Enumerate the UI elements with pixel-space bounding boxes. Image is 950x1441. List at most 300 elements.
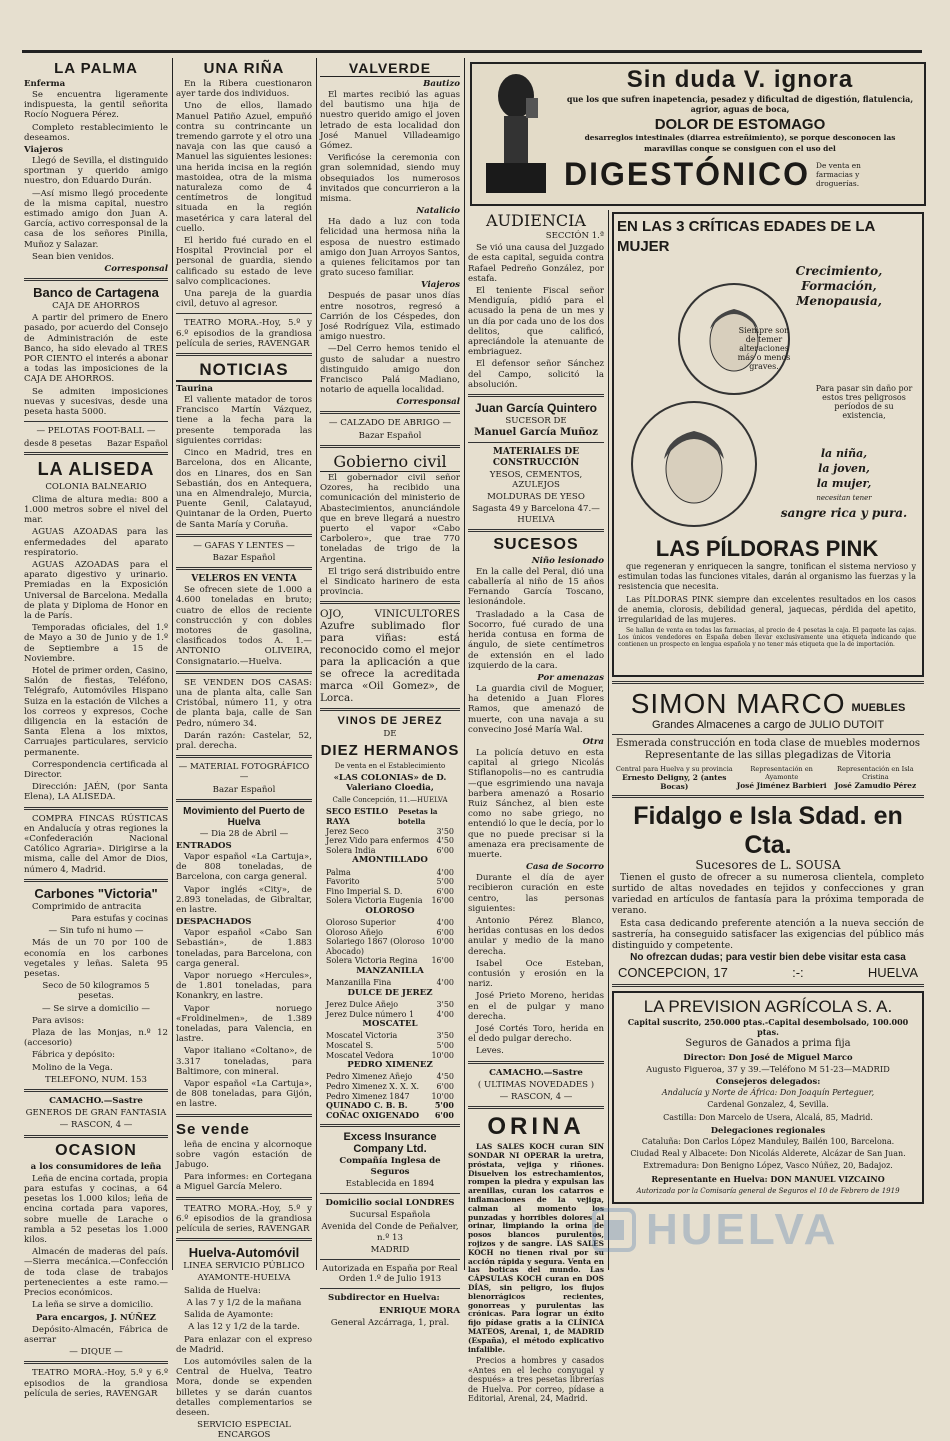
divider (468, 442, 604, 443)
wine-category: MANZANILLA (356, 966, 424, 977)
contact (612, 765, 737, 791)
text: CAJA DE AHORROS (52, 301, 140, 312)
section-title-lapalma: LA PALMA (54, 60, 138, 77)
text: Ciudad Real y Albacete: Don Nicolás Alderete, Alcázar de San Juan. (630, 1149, 906, 1159)
wine-list-ad (320, 715, 460, 1120)
section-title-gobierno: Gobierno civil (320, 452, 460, 472)
wine-name: Moscatel Vedora (326, 1050, 394, 1060)
brand-simon-marco: SIMON MARCO (630, 688, 846, 719)
text: Ha dado a luz con toda felicidad una hermosa niña la esposa de nuestro estimado amigo don Juan Arroyos Santos, a quienes felicitamos por tan grato suceso familiar. (320, 217, 460, 279)
wine-price: 5'00 (436, 1041, 454, 1051)
wine-price: 6'00 (436, 1082, 454, 1092)
text: a los consumidores de leña (30, 1161, 162, 1172)
wine-group (320, 1031, 460, 1060)
text: Cinco en Madrid, tres en Barcelona, dos en Alicante, dos en Linares, dos en San Sebastián, dos en Antequera, una en Almendralejo, Murcia, Puente Genil, Calatayud, Quintanar de la Orden, Puerto de Santa María y Coruña. (176, 448, 312, 530)
text: Depósito-Almacén, Fábrica de aserrar (24, 1324, 168, 1345)
wine-name: Moscatel S. (326, 1041, 374, 1051)
wine-row (320, 956, 460, 966)
ad-title-automovil: Huelva-Automóvil (188, 1245, 300, 1261)
text: COÑAC OXIGENADO (326, 1109, 420, 1120)
ad-title-juan: Juan García Quintero (474, 401, 598, 416)
wine-name: Solariego 1867 (Oloroso Abocado) (326, 937, 425, 956)
text: Se hallan de venta en todas las farmacias, al precio de 4 pesetas la caja. El paquete las cajas. Los únicos vendedores en España deben llevar exclusivamente una etiqueta indicando que contienen un prospecto en lengua española y no tener más etiqueta que la de importación. (618, 627, 916, 649)
text: A las 12 y 1/2 de la tarde. (188, 1322, 300, 1333)
wine-name: Pedro Ximenez Añejo (326, 1072, 413, 1082)
wine-price: 6'00 (436, 927, 454, 937)
text: Bazar Español (106, 438, 168, 449)
wine-header (320, 807, 460, 826)
text: la niña, (820, 447, 868, 460)
text: Correspondencia certificada al Director. (24, 759, 168, 780)
text: MUEBLES (851, 702, 906, 714)
text: Antonio Pérez Blanco, heridas contusas en los dedos anular y medio de la mano derecha. (468, 915, 604, 957)
text: Vapor italiano «Coltano», de 3.317 toneladas, para Baltimore, con mineral. (176, 1046, 312, 1077)
text: :-: (792, 965, 804, 981)
column-rule (608, 210, 609, 1270)
text: necesitan tener (816, 494, 872, 502)
wine-name: Jerez Dulce número 1 (326, 1009, 415, 1019)
divider (176, 671, 312, 674)
text: la mujer, (816, 477, 872, 490)
wine-category: OLOROSO (365, 905, 415, 916)
divider (24, 879, 168, 882)
text: — PELOTAS FOOT-BALL — (36, 426, 156, 437)
text: Central para Huelva y su provincia (615, 764, 733, 773)
text: LINEA SERVICIO PÚBLICO (183, 1261, 305, 1272)
wine-name: Pedro Ximenez 1847 (326, 1091, 410, 1101)
wine-price: 4'00 (436, 867, 454, 877)
wine-row (320, 1051, 460, 1061)
text: Para enlazar con el expreso de Madrid. (176, 1334, 312, 1355)
headline: Sin duda V. ignora (626, 66, 854, 93)
fidalgo-address (612, 965, 924, 980)
wine-price: 5'00 (436, 877, 454, 887)
pink-text (618, 536, 916, 650)
wine-group (320, 918, 460, 966)
wine-row (320, 887, 460, 897)
text: Calle Concepción, 11.—HUELVA (332, 796, 448, 805)
text: CAMACHO.—Sastre (49, 1096, 143, 1107)
wine-group (320, 827, 460, 856)
digestonico-text (564, 66, 916, 193)
ad-title-excess: Excess Insurance Company Ltd. (343, 1131, 437, 1156)
wine-row (320, 896, 460, 906)
text: El teniente Fiscal señor Mendiguía, pidió para el acusado la pena de un mes y un día por cada uno de los dos delitos, que calificó, apreciándole la atenuante de embriaguez. (468, 286, 604, 358)
wine-group (320, 1000, 460, 1019)
text: TELEFONO, NUM. 153 (45, 1074, 147, 1085)
library-watermark (590, 1200, 840, 1260)
divider (24, 421, 168, 422)
divider (176, 313, 312, 314)
text: Vapor inglés «City», de 2.893 toneladas, de Gibraltar, en lastre. (176, 884, 312, 915)
text: Se ofrecen siete de 1.000 a 4.600 toneladas en bruto; cuatro de ellos de reciente construcción y con dobles motores de gasolina, clasificados todos A. 1.—ANTONIO OLIVEIRA, Consignatario.—Huelva. (176, 585, 312, 667)
text: — GAFAS Y LENTES — (193, 540, 295, 551)
text: — Se sirve a domicilio — (42, 1003, 150, 1014)
text: Salida de Ayamonte: (184, 1310, 274, 1321)
divider (320, 445, 460, 448)
wine-price: 4'00 (436, 1009, 454, 1019)
figure-illustration (476, 68, 556, 198)
contact (827, 765, 924, 791)
text: HUELVA (867, 965, 918, 981)
text: Leves. (476, 1046, 504, 1057)
text: SECO ESTILO RAYA (326, 806, 389, 826)
text: Las PÍLDORAS PINK siempre dan excelentes resultados en los casos de anemia, clorosis, debilidad general, jaquecas, pérdida del apetito, irregularidad de las mujeres. (618, 594, 916, 625)
text: Manuel García Muñoz (474, 427, 598, 439)
wine-row (320, 877, 460, 887)
column-1 (24, 58, 168, 1399)
wine-row (320, 918, 460, 928)
text: Seguros de Ganados a prima fija (685, 1038, 851, 1050)
column-4 (468, 210, 604, 1403)
top-rule (22, 50, 922, 53)
subhead: Viajeros (420, 280, 460, 291)
headline: EN LAS 3 CRÍTICAS EDADES DE LA MUJER (617, 218, 875, 255)
divider (176, 755, 312, 758)
divider (176, 1197, 312, 1200)
text: La guardia civil de Moguer, ha detenido a Juan Flores Ramos, que amenazó de muerte, con una navaja a su convecino José María Wal. (468, 683, 604, 735)
text: AGUAS AZOADAS para el aparato digestivo y urinario. Premiadas en la Exposición Universal de Barcelona. Medalla de plata y Diploma de Honor en la de París. (24, 559, 168, 621)
wine-price: 4'50 (436, 1072, 454, 1082)
watermark-text: HUELVA (646, 1205, 839, 1254)
wine-name: Jerez Dulce Añejo (326, 1000, 399, 1010)
text: Grandes Almacenes a cargo de JULIO DUTOIT (651, 719, 885, 731)
text: De venta en farmacias y droguerías. (816, 160, 861, 188)
wine-row (320, 1111, 460, 1121)
ad-title-aliseda: LA ALISEDA (37, 459, 155, 480)
digestonico-ad (470, 62, 926, 206)
text: Vapor español «La Cartuja», de 808 toneladas, de Barcelona, con carga general. (176, 851, 312, 883)
ad-title-ocasion: OCASION (55, 1141, 137, 1159)
wine-row (320, 1041, 460, 1051)
brand-digestonico: DIGESTÓNICO (564, 155, 811, 192)
wine-price: 10'00 (431, 937, 454, 947)
wine-name: Oloroso Añejo (326, 927, 383, 937)
text: Una pareja de la guardia civil, detuvo al agresor. (176, 289, 312, 310)
divider (320, 411, 460, 414)
wine-row (320, 1000, 460, 1010)
divider (320, 1288, 460, 1289)
section-title-sucesos: SUCESOS (493, 535, 579, 553)
text: Para encargos, J. NÚÑEZ (36, 1312, 156, 1323)
subhead: DESPACHADOS (176, 917, 252, 928)
text: la joven, (818, 462, 870, 475)
text: que regeneran y enriquecen la sangre, tonifican el sistema nervioso y estimulan todas las funciones vitales, darán al organismo las fuerzas y la resistencia que necesita. (618, 562, 916, 592)
divider (468, 394, 604, 397)
wine-name: Manzanilla Fina (326, 978, 392, 988)
text: Para avisos: (32, 1015, 85, 1026)
wine-row (320, 1010, 460, 1020)
text: AGUAS AZOADAS para las enfermedades del aparato respiratorio. (24, 527, 168, 558)
subhead: Taurina (176, 384, 213, 395)
text: Después de pasar unos días entre nosotros, regresó a Carrión de los Céspedes, don José Rodríguez Vila, estimado amigo nuestro. (320, 291, 460, 343)
subhead: Natalicio (416, 206, 460, 217)
text: Cataluña: Don Carlos López Manduley, Bailén 100, Barcelona. (641, 1137, 895, 1147)
wine-price: 3'50 (436, 1000, 454, 1010)
wine-category: MOSCATEL (362, 1019, 418, 1030)
text: Leña de encina cortada, propia para estufas y cocinas, a 64 pesetas los 1.000 kilos; leña de encina cortada para vapores, sobre muelle de Larache o rambla a 52 pesetas los 1.000 kilos. (24, 1173, 168, 1246)
text: OJO, VINICULTORES Azufre sublimado flor para viñas: está reconocido como el mejor para la aplicación a que se ofrece la acreditada marca «Oil Gomez», de Lorca. (320, 608, 460, 705)
text: Precios a hombres y casados «Antes en el lecho conyugal y después» a tres pesetas librerías de Huelva. Por correo, pídase a Editorial, Arenal, 24, Madrid. (468, 1356, 604, 1403)
subhead: Otra (582, 736, 604, 747)
text: El trigo será distribuido entre el Sindicato harinero de esta provincia. (320, 566, 460, 598)
text: «LAS COLONIAS» de D. Valeriano Cloedia, (333, 772, 447, 793)
wine-row (320, 1031, 460, 1041)
divider (24, 1361, 168, 1364)
text: Consejeros delegados: (715, 1076, 821, 1087)
text: Bazar Español (212, 552, 276, 563)
simon-contacts (612, 765, 924, 791)
subhead: Bautizo (423, 79, 460, 89)
wine-group (320, 868, 460, 906)
text: Temporadas oficiales, del 1.º de Mayo a 30 de Junio y de 1.º de Septiembre a 15 de Noviembre. (24, 623, 168, 664)
wine-name: Oloroso Superior (326, 918, 396, 928)
text: sangre rica y pura. (780, 506, 908, 520)
text: MADRID (370, 1244, 410, 1255)
text: YESOS, CEMENTOS, AZULEJOS (489, 469, 583, 491)
text: TEATRO MORA.-Hoy, 5.º y 6.º episodios de la grandiosa película de series, RAVENGAR (176, 318, 312, 349)
text: Formación, (801, 279, 877, 293)
text: desde 8 pesetas (24, 438, 92, 449)
text: Vapor español «La Cartuja», de 808 toneladas, para Gijón, en lastre. (176, 1079, 312, 1110)
text: Sucesores de L. SOUSA (695, 857, 841, 872)
text: Delegaciones regionales (710, 1124, 826, 1135)
text: Subdirector en Huelva: (328, 1293, 440, 1304)
divider (612, 734, 924, 735)
text: Llegó de Sevilla, el distinguido sportman y querido amigo nuestro, don Eduardo Durán. (24, 156, 168, 187)
divider (320, 1259, 460, 1260)
text: Verificóse la ceremonia con gran solemnidad, siendo muy obsequiados los numerosos invitados que concurrieron a la misma. (320, 153, 460, 205)
divider (24, 452, 168, 455)
text: Se admiten imposiciones nuevas y sucesivas, desde una peseta hasta 5000. (24, 386, 168, 418)
divider (320, 1193, 460, 1194)
wine-name: Jerez Seco (326, 826, 369, 836)
column-5 (612, 210, 924, 1272)
text: Esta casa dedicando preferente atención a la nueva sección de sastrería, ha conseguido satisfacer las exigencias del público más distinguido y competente. (612, 917, 924, 951)
text: 6'00 (434, 1109, 454, 1120)
text-ladies (774, 446, 914, 521)
text: Se vió una causa del Juzgado de esta capital, seguida contra Rafael Pedreño González, por estafa. (468, 243, 604, 284)
wine-price: 4'50 (436, 836, 454, 846)
text: Trasladado a la Casa de Socorro, fué curado de una herida contusa en forma de ángulo, de siete centímetros de extensión en el lado izquierdo de la cara. (468, 609, 604, 671)
brand-prevision: LA PREVISION AGRÍCOLA S. A. (643, 997, 893, 1017)
wine-name: Jerez Vido para enfermos (326, 836, 429, 846)
text: Plaza de las Monjas, n.º 12 (accesorio) (24, 1028, 168, 1049)
text: Los automóviles salen de la Central de Huelva, Teatro Mora, donde se expenden billetes y se darán cuantos detalles complementarios se deseen. (176, 1356, 312, 1418)
text: — CALZADO DE ABRIGO — (328, 418, 452, 429)
text: Tienen el gusto de ofrecer a su numerosa clientela, completo surtido de altas novedades en tejidos y confecciones y gran variedad en artículos de fantasía para la próxima temporada de verano. (612, 871, 924, 916)
brand-row (564, 156, 916, 193)
text: Menopausia, (796, 294, 882, 308)
subhead: Niño lesionado (531, 555, 604, 566)
text: Cardenal Gonzalez, 4, Sevilla. (707, 1100, 829, 1110)
text: José Jiménez Barbieri (736, 780, 827, 790)
text: Capital suscrito, 250.000 ptas.-Capital desembolsado, 100.000 ptas. (627, 1017, 909, 1038)
wine-category: AMONTILLADO (352, 855, 428, 866)
divider (320, 708, 460, 711)
text: — RASCON, 4 — (59, 1120, 133, 1131)
simon-title-row (612, 688, 924, 720)
divider (176, 799, 312, 802)
text: Pesetas la botella (398, 807, 438, 826)
divider (320, 601, 460, 604)
text: Siempre son de temer alteraciones más o menos graves. (737, 326, 791, 371)
text: MATERIALES DE CONSTRUCCIÓN (492, 447, 580, 468)
divider (176, 1238, 312, 1241)
wine-group (320, 1072, 460, 1101)
text: CONCEPCION, 17 (618, 965, 728, 981)
text: José Zamudio Pérez (834, 780, 917, 790)
wine-name: Solera Victoria Eugenia (326, 896, 423, 906)
text: La policía detuvo en esta capital al griego Nicolás Stiflanopolis—no es cantrudia—que esgrimiendo una navaja barbera amenazó a Rosario Ruiz Sánchez, al bien este como no sabe griego, no entendió lo que le decía, por lo que no puede precisar si la amenaza era precisamente de muerte. (468, 747, 604, 860)
text: Vapor español «Cabo San Sebastián», de 1.883 toneladas, para Barcelona, con carga general. (176, 928, 312, 969)
column-rule (316, 58, 317, 1270)
column-3 (320, 58, 460, 1328)
wine-name: Palma (326, 867, 351, 877)
text: José Prieto Moreno, heridas en el de pulgar y mano derecha. (468, 991, 604, 1022)
text: Representación en Ayamonte (750, 764, 813, 781)
divider (24, 807, 168, 810)
text: Para informes: en Cortegana a Miguel García Melero. (176, 1172, 312, 1193)
divider (24, 1089, 168, 1092)
ad-title-orina: ORINA (487, 1113, 585, 1141)
text: SE VENDEN DOS CASAS: una de planta alta, calle San Cristóbal, número 11, y otra de planta baja, calle de San Pedro, número 34. (176, 677, 312, 729)
subhead: Enferma (24, 79, 66, 89)
pink-pills-ad (612, 212, 924, 677)
text: Representante en Huelva: DON MANUEL VIZCAINO (651, 1173, 885, 1184)
text: Isabel Oce Esteban, contusión y erosión en la nariz. (468, 958, 604, 990)
text: LAS SALES KOCH curan SIN SONDAR NI OPERAR la uretra, próstata, vejiga y riñones. Disuelven los estrechamientos, rompen la piedra y expulsan las arenillas, curan los catarros e inflamaciones de la vejiga, calman al momento los punzadas y horribles dolores al orinar, limpiando la orina de posos blancos purulentos, rojizos y de sangre. LAS SALES KOCH no tienen rival por su acción rápida y segura. Venta en las boticas del mundo. Las CÁPSULAS KOCH curan en DOS DÍAS, sin peligro, los flujos blenorrágicos recientes, gonorreas y purulentas las crónicas. Para lograr un éxito fijo pídase gratis a la CLÍNICA MATEOS, Arenal, 1, de MADRID (España), el método explicativo infalible. (468, 1142, 604, 1354)
brand-diez-hermanos: DIEZ HERMANOS (320, 741, 460, 759)
text: Clima de altura media: 800 a 1.000 metros sobre el nivel del mar. (24, 494, 168, 526)
divider (176, 1114, 312, 1117)
wine-name: Fino Imperial S. D. (326, 886, 403, 896)
wine-name: Pedro Ximenez X. X. X. (326, 1082, 420, 1092)
wine-row (320, 868, 460, 878)
contact (737, 765, 827, 791)
text: DE (383, 729, 397, 740)
wine-row (320, 827, 460, 837)
text: CAMACHO.—Sastre (489, 1067, 583, 1078)
wine-name: Solera India (326, 845, 376, 855)
wine-price: 10'00 (431, 1050, 454, 1060)
text: José Cortés Toro, herida en el dedo pulgar derecho. (468, 1024, 604, 1045)
text: SERVICIO ESPECIAL ENCARGOS (197, 1420, 291, 1441)
text: A las 7 y 1/2 de la mañana (186, 1297, 302, 1308)
text: MOLDURAS DE YESO (487, 492, 585, 503)
text: COLONIA BALNEARIO (45, 482, 147, 493)
text: En la calle del Peral, dió una caballería al niño de 15 años Fernando García Toscano, lesionándole. (468, 566, 604, 608)
watermark-logo-icon (590, 1206, 638, 1254)
text: TEATRO MORA.-Hoy, 5.º y 6.º episodios de la grandiosa película de series, RAVENGAR (176, 1203, 312, 1235)
section-title-audiencia: AUDIENCIA (486, 211, 586, 230)
divider (468, 1061, 604, 1064)
text: AYAMONTE-HUELVA (197, 1273, 291, 1284)
text: que los que sufren inapetencia, pesadez y dificultad de digestión, flatulencia, agrior, aguas de boca, (566, 94, 914, 115)
text: Esmerada construcción en toda clase de muebles modernos (615, 738, 921, 750)
text: Vapor noruego «Froldinelmen», de 1.389 toneladas, para Valencia, en lastre. (176, 1003, 312, 1045)
text-ages (764, 264, 914, 309)
ad-row (24, 438, 168, 448)
text: El defensor señor Sánchez del Campo, solicitó la absolución. (468, 359, 604, 390)
wine-name: Solera Victoria Regina (326, 956, 418, 966)
text: Vapor noruego «Hercules», de 1.801 toneladas, para Konankry, en lastre. (176, 971, 312, 1002)
text: Representación en Isla Cristina (837, 764, 914, 781)
text: Castilla: Don Marcelo de Usera, Alcalá, 85, Madrid. (663, 1112, 873, 1122)
text: — RASCON, 4 — (499, 1092, 573, 1103)
text: No ofrezcan dudas; para vestir bien debe visitar esta casa (630, 951, 906, 963)
text: Darán razón: Castelar, 52, pral. derecha. (176, 730, 312, 751)
text: Comprimido de antracita (32, 901, 142, 912)
ad-title-sevende: Se vende (176, 1120, 250, 1138)
wine-row (320, 836, 460, 846)
text: Salida de Huelva: (184, 1285, 261, 1296)
column-rule (464, 58, 465, 1270)
wine-row (320, 978, 460, 988)
ad-title-veleros: VELEROS EN VENTA (191, 574, 297, 585)
byline: Corresponsal (396, 397, 460, 408)
text: Completo restablecimiento le deseamos. (24, 122, 168, 143)
text: —Del Cerro hemos tenido el gusto de saludar a nuestro distinguido amigo don Francisco Palá Madiano, notario de aquella localidad. (320, 344, 460, 396)
wine-price: 4'00 (436, 918, 454, 928)
wine-price: 3'50 (436, 1031, 454, 1041)
text: SUCESOR DE (505, 416, 567, 427)
brand-fidalgo: Fidalgo e Isla Sdad. en Cta. (633, 801, 903, 859)
wine-row (320, 1072, 460, 1082)
text: Molino de la Vega. (32, 1062, 113, 1073)
subhead: Por amenazas (537, 672, 604, 683)
text: De venta en el Establecimiento (334, 761, 446, 770)
wine-price: 16'00 (431, 896, 454, 906)
wine-row (320, 928, 460, 938)
wine-category: PEDRO XIMENEZ (347, 1060, 433, 1071)
wine-row (320, 1082, 460, 1092)
text: GENEROS DE GRAN FANTASIA (25, 1108, 167, 1119)
text: Bazar Español (212, 784, 276, 795)
subhead: Viajeros (24, 145, 64, 156)
text: El martes recibió las aguas del bautismo una hija de nuestro querido amigo el joven letrado de esta localidad don José Manuel Villadeamigo Gómez. (320, 90, 460, 152)
brand-pink: LAS PÍLDORAS PINK (655, 536, 879, 561)
text: El herido fué curado en el Hospital Provincial por el personal de guardia, siendo calificado su estado de leve salvo complicaciones. (176, 236, 312, 287)
text: Dirección: JAÉN, (por Santa Elena), LA ALISEDA. (24, 782, 168, 803)
ad-title-vinos: VINOS DE JEREZ (337, 715, 443, 728)
wine-group (320, 978, 460, 988)
wine-row (320, 937, 460, 956)
wine-name: Moscatel Victoria (326, 1031, 398, 1041)
text: Domicilio social LONDRES (325, 1198, 455, 1209)
divider (24, 278, 168, 281)
text: Para estufas y cocinas (71, 914, 168, 924)
wine-row (320, 846, 460, 856)
text: Autorizada en España por Real Orden 1.º de Julio 1913 (322, 1264, 458, 1285)
divider (24, 1135, 168, 1138)
divider (468, 1106, 604, 1109)
text: Bazar Español (358, 430, 422, 441)
text: Se encuentra ligeramente indispuesta, la gentil señorita Rocío Noguera Pérez. (24, 90, 168, 121)
text: Director: Don José de Miguel Marco (683, 1051, 853, 1062)
woman-portrait-illustration (624, 269, 764, 529)
divider (612, 984, 924, 987)
divider (176, 534, 312, 537)
text: desarreglos intestinales (diarrea estreñimiento), se porque desconocen las maravillas conque se consiguen con el uso del (584, 133, 896, 153)
text: — Dia 28 de Abril — (199, 828, 289, 839)
text: — Sin tufo ni humo — (48, 926, 144, 937)
text: Avenida del Conde de Peñalver, n.º 13 (321, 1222, 459, 1243)
text: En la Ribera cuestionaron ayer tarde dos individuos. (176, 79, 312, 100)
text: ( ULTIMAS NOVEDADES ) (477, 1079, 595, 1090)
text: Autorizada por la Comisaría general de Seguros el 10 de Febrero de 1919 (636, 1186, 900, 1195)
text: General Azcárraga, 1, pral. (330, 1317, 450, 1328)
